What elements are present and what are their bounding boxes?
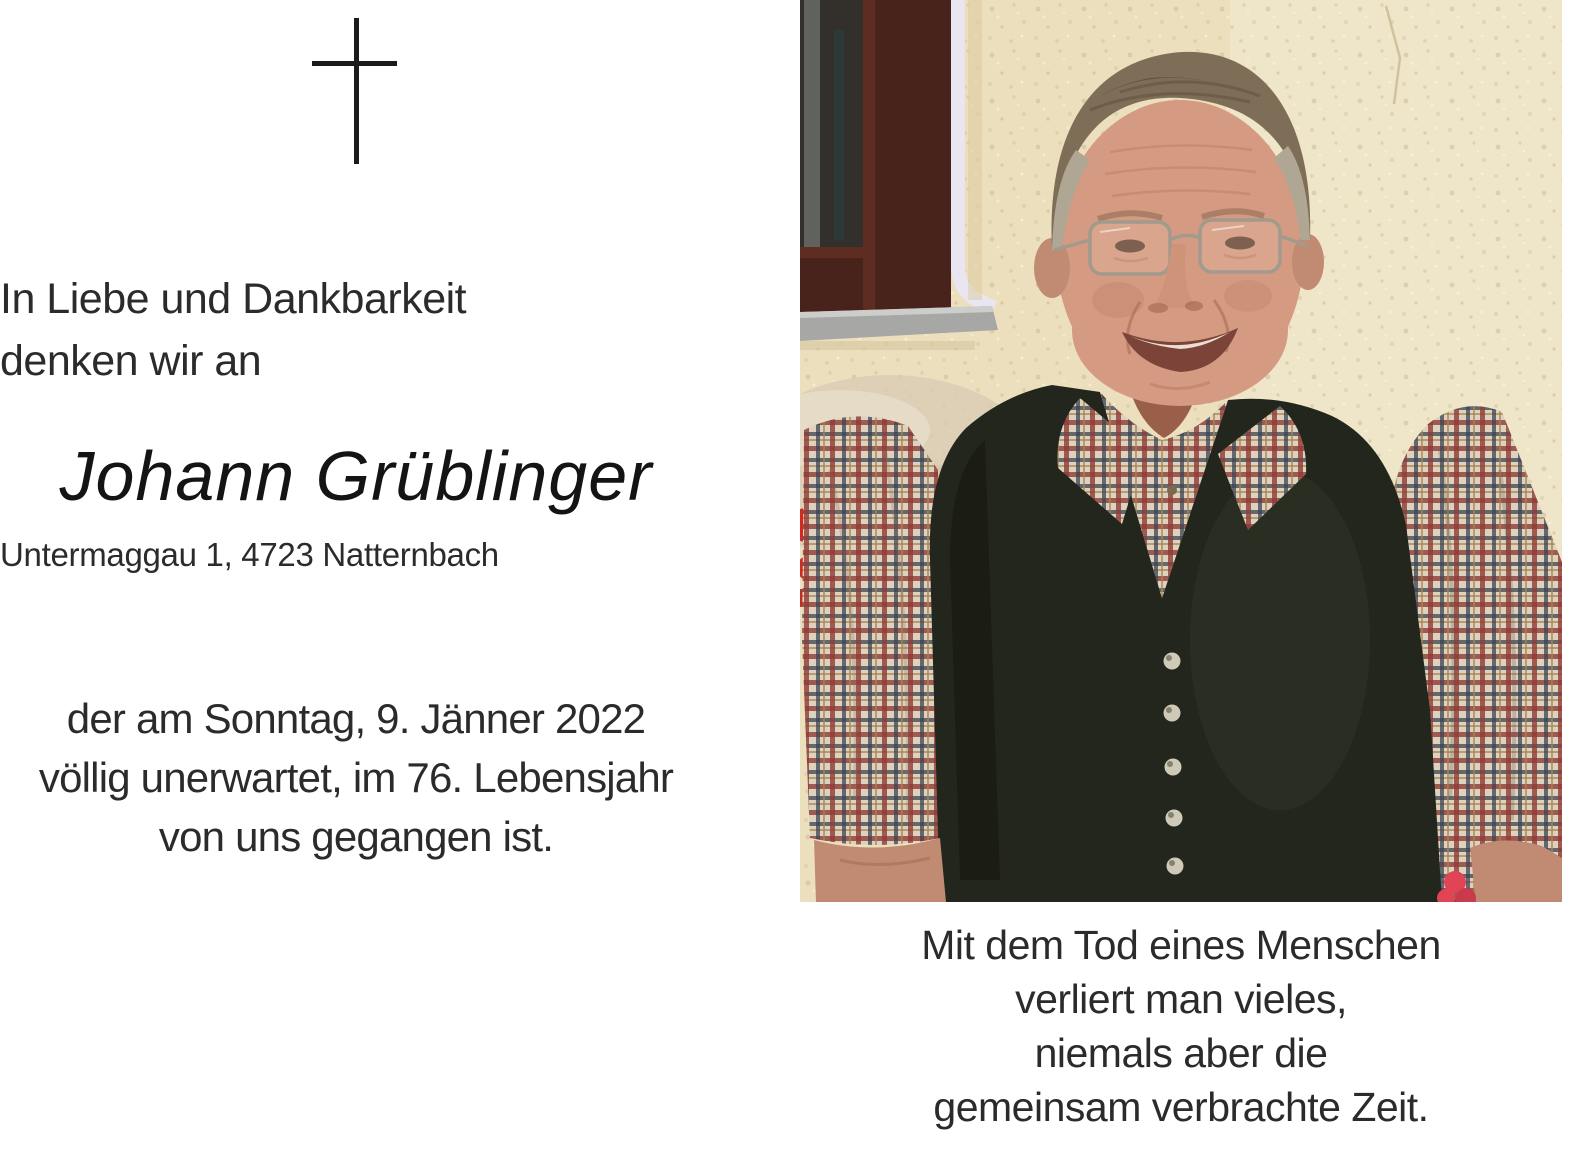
window-frame-bevel (800, 247, 864, 258)
notice-line-2: völlig unerwartet, im 76. Lebensjahr (38, 754, 674, 801)
nostril (1148, 303, 1168, 313)
button-shine (1166, 707, 1172, 713)
window-frame-right (863, 0, 951, 312)
vest-button (1167, 858, 1184, 875)
condolence-line-3: niemals aber die (1034, 1030, 1328, 1076)
intro-line-1: In Liebe und Dankbarkeit (0, 275, 467, 323)
shirt-sleeve-left (802, 416, 940, 845)
vest-button (1166, 810, 1183, 827)
portrait-photo (800, 0, 1562, 902)
deceased-name: Johann Grüblinger (59, 437, 653, 515)
condolence-line-4: gemeinsam verbrachte Zeit. (933, 1084, 1429, 1130)
sill-shadow (800, 341, 975, 350)
window (800, 0, 998, 350)
glass-reflection (804, 0, 820, 250)
intro-text (0, 268, 712, 392)
condolence-line-2: verliert man vieles, (1015, 976, 1347, 1022)
cross-horizontal-bar (312, 61, 397, 66)
vest-button (1164, 705, 1181, 722)
vest-button (1165, 759, 1182, 776)
cheek-shade (1092, 282, 1144, 318)
forearm-left (814, 838, 946, 902)
trim-shadow (968, 0, 982, 300)
cross-vertical-bar (354, 18, 359, 164)
button-shine (1167, 761, 1173, 767)
portrait-photo-art (800, 0, 1562, 902)
button-shine (1166, 655, 1172, 661)
deceased-address: Untermaggau 1, 4723 Natternbach (0, 536, 499, 573)
intro-line-2: denken wir an (0, 337, 262, 385)
glasses-lens-left (1090, 222, 1170, 274)
nostril (1185, 301, 1203, 311)
glasses-lens-right (1200, 220, 1280, 272)
vest-button (1164, 653, 1181, 670)
window-frame-bevel (863, 0, 875, 312)
notice-line-3: von uns gegangen ist. (158, 813, 554, 860)
cheek-shade (1224, 280, 1272, 312)
shirt-button (1167, 485, 1177, 495)
notice-line-1: der am Sonntag, 9. Jänner 2022 (66, 695, 646, 742)
death-notice-text (0, 689, 718, 866)
vest-highlight (1190, 470, 1370, 810)
button-shine (1169, 860, 1175, 866)
button-shine (1168, 812, 1174, 818)
condolence-line-1: Mit dem Tod eines Menschen (921, 922, 1441, 968)
cross-icon (0, 0, 712, 180)
glass-tint (834, 30, 844, 240)
condolence-text (800, 918, 1562, 1134)
